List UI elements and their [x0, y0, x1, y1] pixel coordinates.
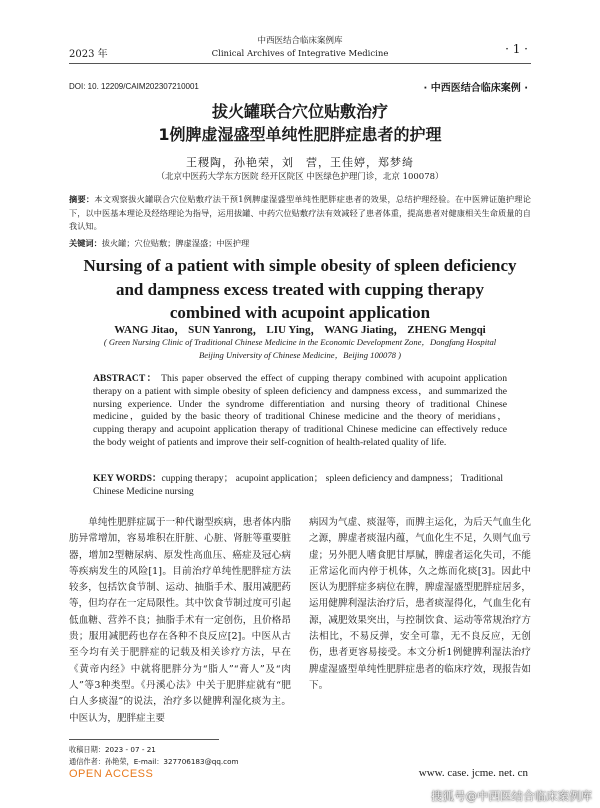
- received-date: 收稿日期：2023 - 07 - 21: [69, 745, 156, 754]
- en-title-line2: and dampness excess treated with cupping therapy: [115, 279, 485, 299]
- journal-url[interactable]: www. case. jcme. net. cn: [418, 767, 528, 779]
- en-affiliation-line1: ( Green Nursing Clinic of Traditional Chinese Medicine in the Economic Development Zone，Dongfang Hospital: [103, 337, 497, 347]
- en-abstract-text: This paper observed the effect of cupping therapy combined with acupoint application therapy on a patient with simple obesity of spleen deficiency and dampness excess，and summarized the nursing experience. Under the syndrome differentiation and nursing theory of traditional Chinese medicine，guided by the basic theory of traditional Chinese medicine and the theory of meridians，cupping therapy and acupoint application therapy of traditional Chinese medicine can effectively reduce the body weight of patients and improve their self-cognition of health-related quality of life.: [93, 373, 508, 448]
- header-year: 2023 年: [69, 49, 108, 60]
- body-right-column: 病因为气虚、痰湿等，而脾主运化，为后天气血生化之源，脾虚者痰湿内蕴，气血化生不足，久则气血亏虚；另外肥人嗜食肥甘厚腻，脾虚者运化失司，不能正常运化而内停于机体，久之炼而化痰[3]。因此中医认为肥胖症多病位在脾，脾虚湿盛型肥胖症居多，运用健脾利湿法治疗后，患者痰湿得化，气血生化有源，减肥效果突出，与控制饮食、运动等常规治疗方法相比，不易反弹，安全可靠，无不良反应，无创伤，患者更容易接受。本文分析1例健脾利湿法治疗脾虚湿盛型单纯性肥胖症患者的临床疗效，现报告如下。: [309, 517, 531, 691]
- doi: DOI: 10. 12209/CAIM202307210001: [69, 82, 199, 91]
- en-title-line3: combined with acupoint application: [169, 303, 431, 322]
- page-number: · 1 ·: [505, 42, 528, 56]
- zh-authors: 王稷陶，孙艳荣，刘 营，王佳婷，郑梦绮: [186, 156, 414, 169]
- en-title-line1: Nursing of a patient with simple obesity of spleen deficiency: [83, 256, 517, 275]
- zh-abstract-label: 摘要：: [69, 194, 95, 204]
- zh-keywords-text: 拔火罐；穴位贴敷；脾虚湿盛；中医护理: [101, 238, 250, 248]
- header-divider: [69, 63, 531, 64]
- corresponding-author: 通信作者：孙艳荣，E-mail：327706183@qq.com: [69, 757, 239, 766]
- footnote-divider: [69, 739, 219, 740]
- open-access-label: OPEN ACCESS: [69, 768, 154, 780]
- zh-abstract: [69, 193, 531, 234]
- en-affiliation-line2: Beijing University of Chinese Medicine，Beijing 100078 ): [199, 350, 401, 360]
- zh-keywords: [69, 238, 531, 249]
- en-keywords: [93, 473, 507, 499]
- journal-name-zh: 中西医结合临床案例库: [257, 36, 343, 46]
- column-tag: · 中西医结合临床案例 ·: [423, 83, 528, 94]
- zh-title-line1: 拔火罐联合穴位贴敷治疗: [211, 102, 388, 121]
- journal-name-en: Clinical Archives of Integrative Medicine: [211, 49, 389, 59]
- body-left-column: 单纯性肥胖症属于一种代谢型疾病，患者体内脂肪异常增加，容易堆积在肝脏、心脏、肾脏等重要脏器，增加2型糖尿病、原发性高血压、癌症及冠心病等疾病发生的风险[1]。目前治疗单纯性肥胖症方法较多，包括饮食节制、运动、抽脂手术、服用减肥药等，但均存在一定局限性。其中饮食节制过度可引起低血糖、营养不良；抽脂手术有一定创伤，且价格昂贵；服用减肥药也存在各种不良反应[2]。中医从古至今均有关于肥胖症的记载及相关诊疗方法，早在《黄帝内经》中就将肥胖分为“脂人”“膏人”及“肉人”等3种类型。《丹溪心法》中关于肥胖症就有“肥白人多痰湿”的说法，治疗多以健脾利湿化痰为主。中医认为，肥胖症主要: [69, 517, 291, 724]
- zh-affiliation: （北京中医药大学东方医院 经开区院区 中医绿色护理门诊，北京 100078）: [156, 172, 444, 182]
- zh-keywords-label: 关键词：: [69, 238, 102, 248]
- en-authors: WANG Jitao， SUN Yanrong， LIU Ying， WANG Jiating， ZHENG Mengqi: [114, 324, 486, 336]
- en-abstract: [93, 373, 507, 450]
- watermark: 搜狐号@中西医结合临床案例库: [431, 789, 592, 803]
- en-keywords-text: cupping therapy； acupoint application； spleen deficiency and dampness； Traditional Chinese Medicine nursing: [93, 473, 504, 497]
- en-title: [0, 254, 600, 325]
- zh-abstract-text: 本文观察拔火罐联合穴位贴敷疗法干预1例脾虚湿盛型单纯性肥胖症患者的效果，总结护理经验。在中医辨证施护理论下，以中医基本理论及经络理论为指导，运用拔罐、中药穴位贴敷疗法有效减轻了患者体重，提高患者对健康相关生命质量的自我认知。: [69, 194, 531, 231]
- en-abstract-label: ABSTRACT：: [93, 373, 158, 384]
- zh-title-line2: 1例脾虚湿盛型单纯性肥胖症患者的护理: [158, 125, 442, 144]
- en-keywords-label: KEY WORDS：: [93, 473, 162, 484]
- en-affiliation: [0, 336, 600, 362]
